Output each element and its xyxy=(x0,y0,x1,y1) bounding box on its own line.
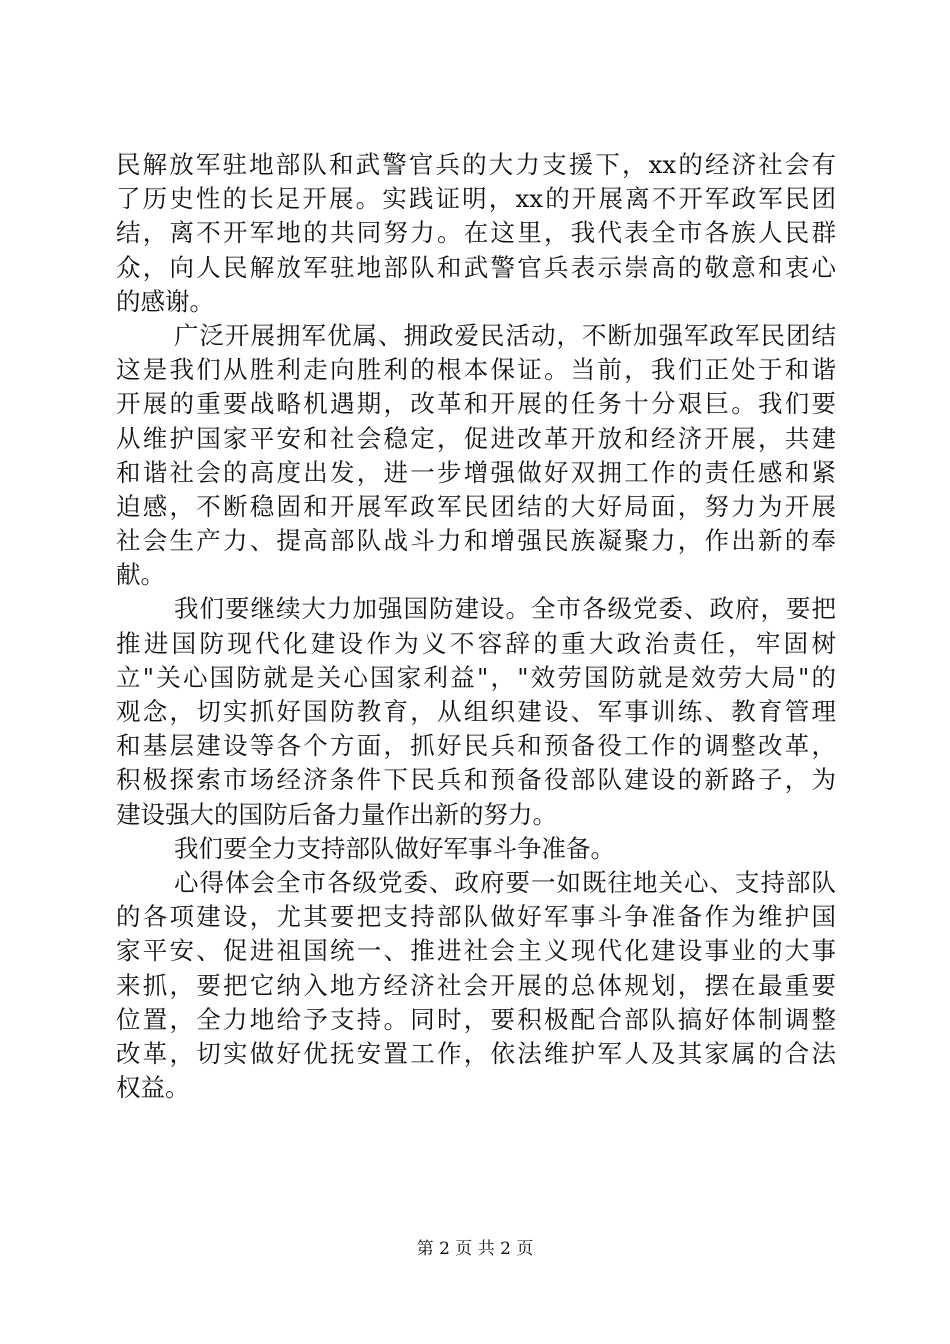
page-footer: 第 2 页 共 2 页 xyxy=(416,1239,534,1259)
text-line: 位置，全力地给予支持。同时，要积极配合部队搞好体制调整 xyxy=(116,1004,836,1034)
text-line: 从维护国家平安和社会稳定，促进改革开放和经济开展，共建 xyxy=(116,423,836,453)
text-line: 民解放军驻地部队和武警官兵的大力支援下，xx的经济社会有 xyxy=(116,150,836,179)
text-line: 改革，切实做好优抚安置工作，依法维护军人及其家属的合法 xyxy=(116,1038,836,1068)
text-line: 的各项建设，尤其要把支持部队做好军事斗争准备作为维护国 xyxy=(116,902,836,932)
text-line: 众，向人民解放军驻地部队和武警官兵表示崇高的敬意和衷心 xyxy=(116,252,836,282)
text-line: 结，离不开军地的共同努力。在这里，我代表全市各族人民群 xyxy=(116,218,836,248)
text-line: 迫感，不断稳固和开展军政军民团结的大好局面，努力为开展 xyxy=(116,491,836,521)
text-line: 开展的重要战略机遇期，改革和开展的任务十分艰巨。我们要 xyxy=(116,389,836,419)
text-line: 权益。 xyxy=(116,1073,190,1103)
text-line: 建设强大的国防后备力量作出新的努力。 xyxy=(116,799,557,829)
text-line: 家平安、促进祖国统一、推进社会主义现代化建设事业的大事 xyxy=(116,936,836,966)
text-line: 立"关心国防就是关心国家利益"，"效劳国防就是效劳大局"的 xyxy=(116,662,836,692)
text-line: 观念，切实抓好国防教育，从组织建设、军事训练、教育管理 xyxy=(116,697,836,726)
text-line: 心得体会全市各级党委、政府要一如既往地关心、支持部队 xyxy=(174,867,836,897)
text-line: 我们要全力支持部队做好军事斗争准备。 xyxy=(174,833,615,863)
text-line: 来抓，要把它纳入地方经济社会开展的总体规划，摆在最重要 xyxy=(116,970,836,1000)
text-line: 广泛开展拥军优属、拥政爱民活动，不断加强军政军民团结 xyxy=(174,320,836,350)
text-line: 献。 xyxy=(116,560,165,590)
text-line: 积极探索市场经济条件下民兵和预备役部队建设的新路子，为 xyxy=(116,765,836,795)
text-line: 了历史性的长足开展。实践证明，xx的开展离不开军政军民团 xyxy=(116,184,836,214)
text-line: 社会生产力、提高部队战斗力和增强民族凝聚力，作出新的奉 xyxy=(116,526,836,556)
text-line: 的感谢。 xyxy=(116,286,214,316)
text-line: 我们要继续大力加强国防建设。全市各级党委、政府，要把 xyxy=(174,594,836,624)
text-line: 这是我们从胜利走向胜利的根本保证。当前，我们正处于和谐 xyxy=(116,355,836,385)
text-line: 推进国防现代化建设作为义不容辞的重大政治责任，牢固树 xyxy=(116,628,836,658)
text-line: 和基层建设等各个方面，抓好民兵和预备役工作的调整改革， xyxy=(116,731,836,761)
text-line: 和谐社会的高度出发，进一步增强做好双拥工作的责任感和紧 xyxy=(116,457,836,487)
document-body xyxy=(116,148,836,1105)
